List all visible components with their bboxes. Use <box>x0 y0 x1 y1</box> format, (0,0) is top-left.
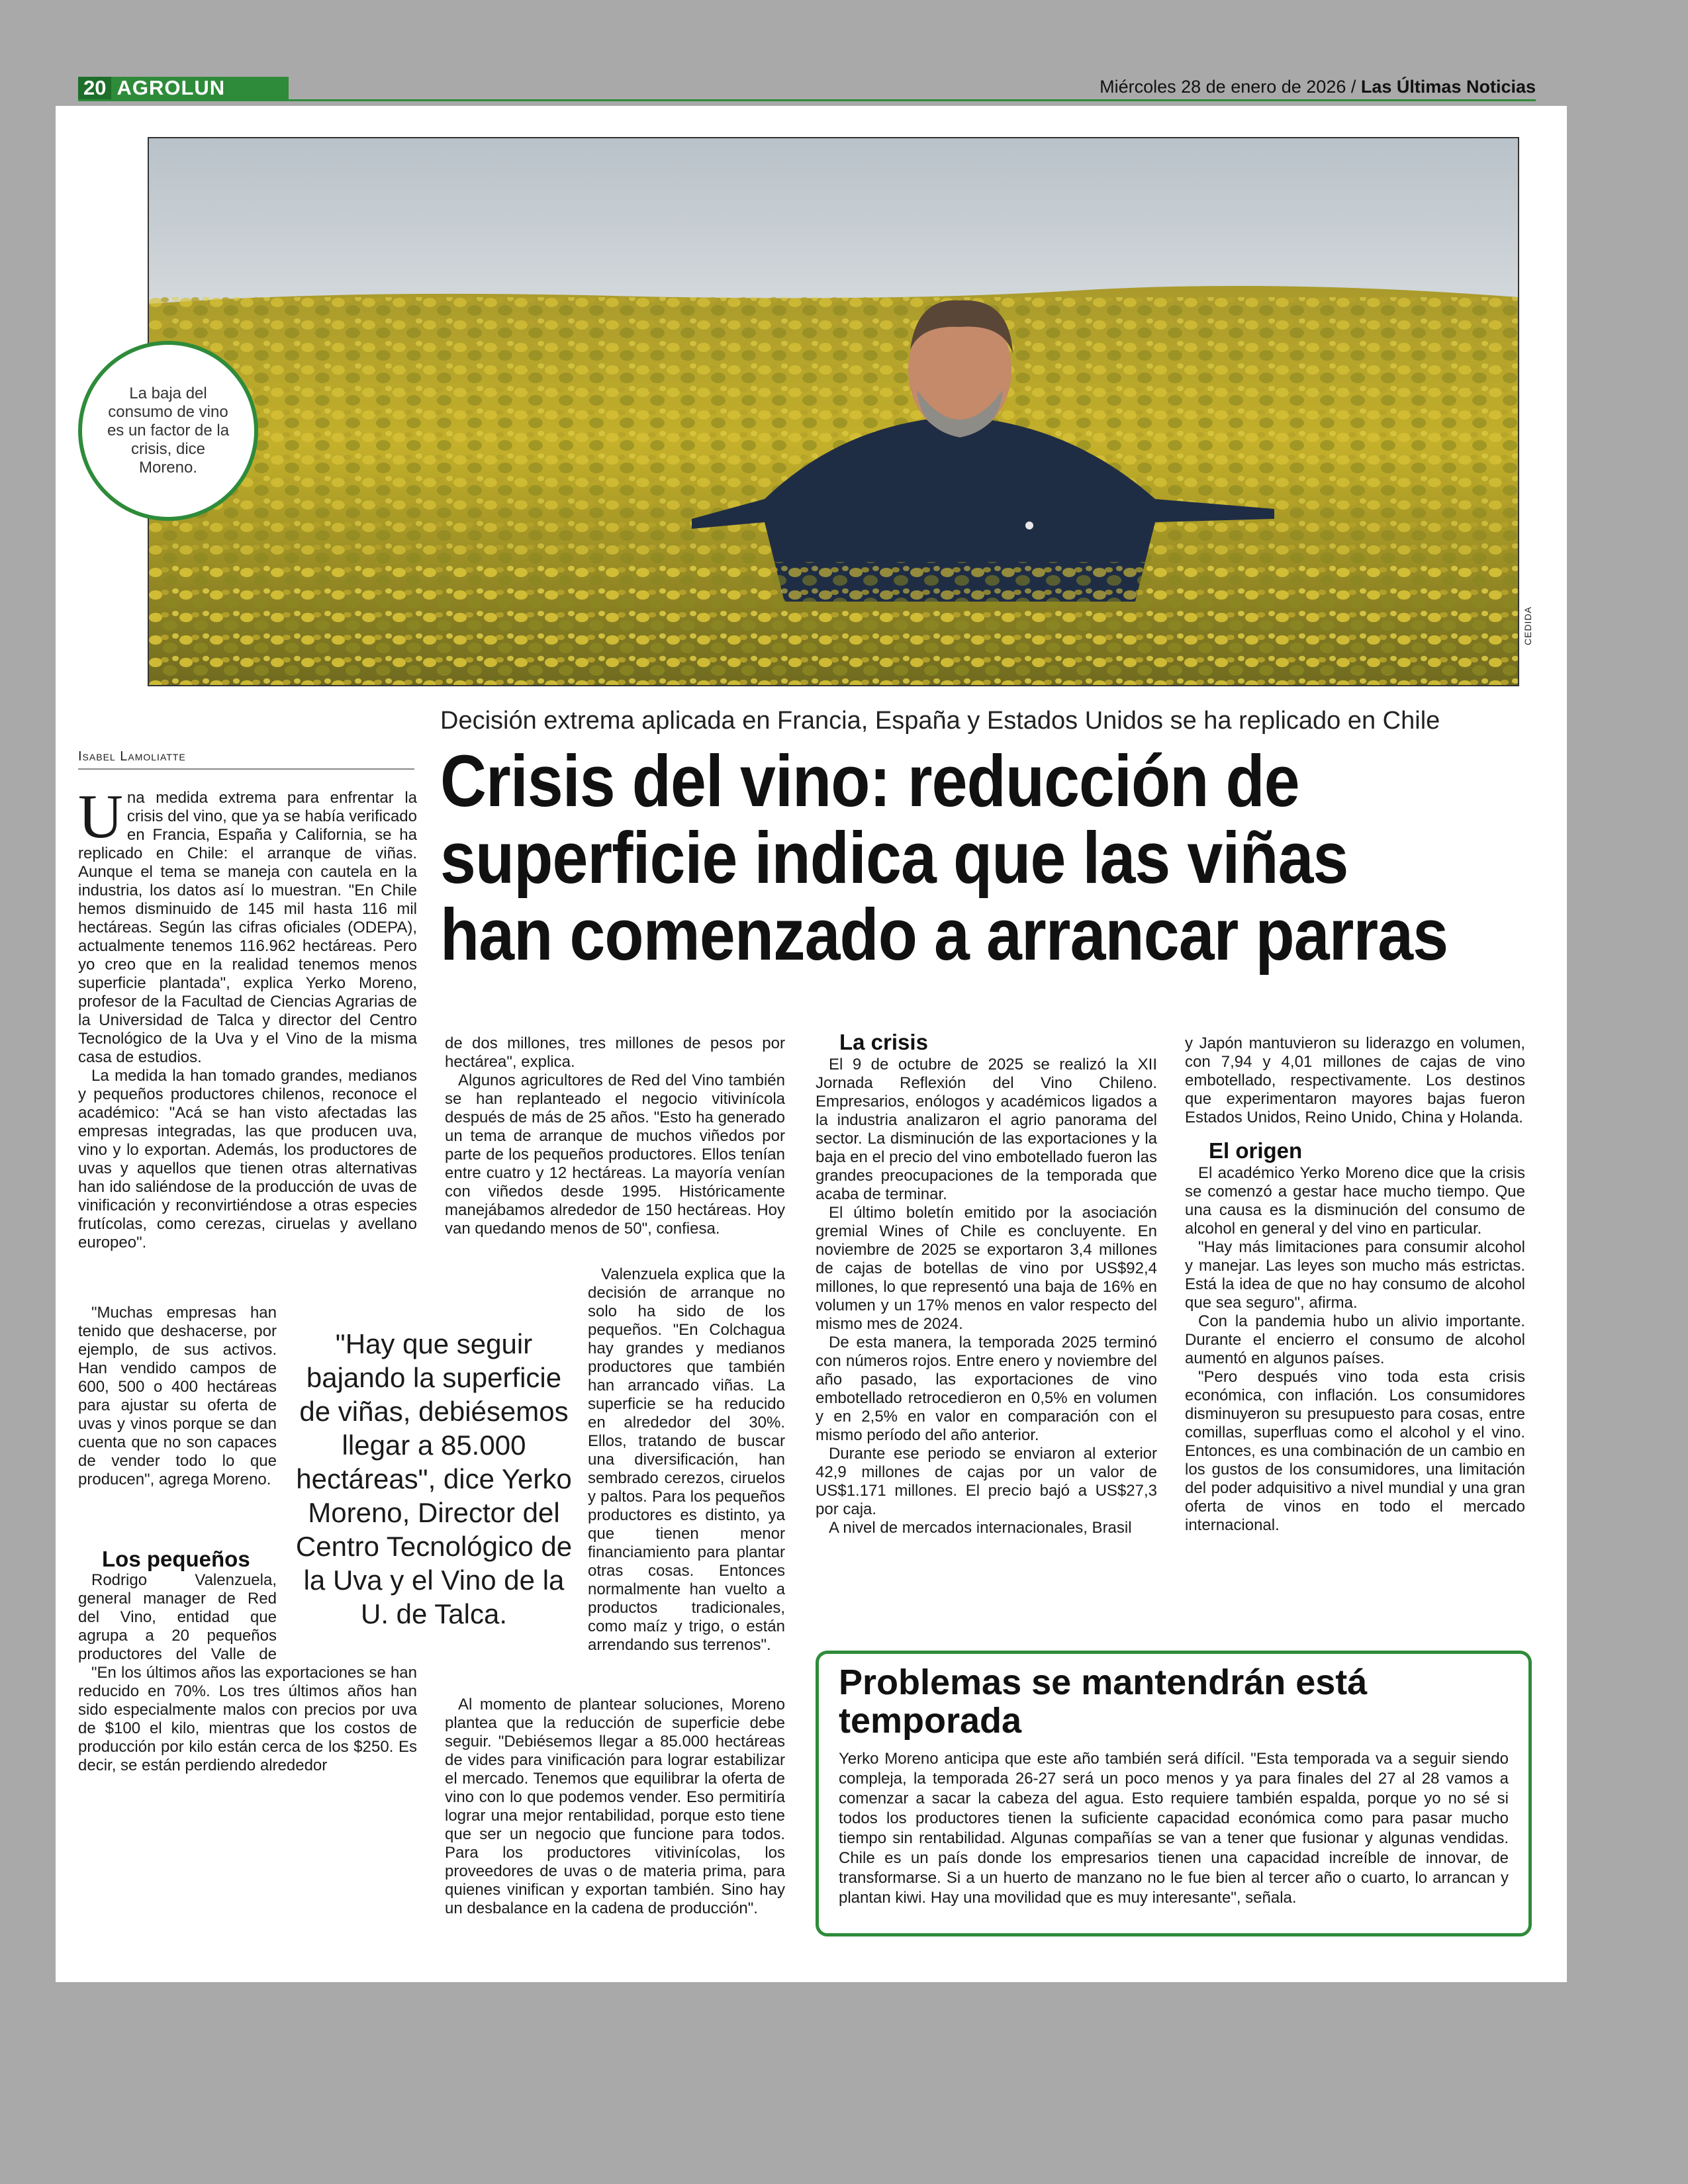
headline-line: Crisis del vino: reducción de <box>440 741 1299 822</box>
subtitle: Decisión extrema aplicada en Francia, España y Estados Unidos se ha replicado en Chile <box>440 707 1440 735</box>
paragraph: La medida la han tomado grandes, medianos y pequeños productores chilenos, reconoce el académico: "Acá se han visto afectadas las empresas integradas, las que producen uva, vino y lo exportan. Además, los productores de uvas y aquellos que tienen otras alternativas han ido saliéndose de la producción de uvas de vinificación y reconvirtiéndose a otras especies frutícolas, como cerezas, ciruelas y avellano europeo". <box>78 1067 417 1251</box>
paragraph: de dos millones, tres millones de pesos por hectárea", explica. <box>445 1034 785 1071</box>
column-2-narrow <box>588 1265 785 1655</box>
sidebar-box <box>816 1651 1532 1936</box>
headline <box>440 741 1448 976</box>
column-1 <box>78 782 417 1252</box>
header-separator: / <box>1350 77 1356 97</box>
sidebar-title: Problemas se mantendrán está temporada <box>839 1662 1368 1741</box>
column-1-bottom <box>78 1664 417 1775</box>
date-line <box>1100 77 1536 97</box>
headline-line: superficie indica que las viñas <box>440 817 1348 899</box>
photo-credit: CEDIDA <box>1523 606 1533 645</box>
drop-cap: U <box>78 782 123 851</box>
lead-text: na medida extrema para enfrentar la crisis del vino, que ya se había verificado en Francia, España y California, se ha replicado en Chile: el arranque de viñas. Aunque el tema se maneja con cautela en la industria, los datos así lo muestran. "En Chile hemos disminuido de 145 mil hasta 116 mil hectáreas. Según las cifras oficiales (ODEPA), actualmente tenemos 116.962 hectáreas. Pero yo creo que en la realidad tenemos menos superficie plantada", explica Yerko Moreno, profesor de la Facultad de Ciencias Agrarias de la Universidad de Talca y director del Centro Tecnológico de la Uva y el Vino de la misma casa de estudios. <box>78 789 417 1066</box>
paragraph: El académico Yerko Moreno dice que la crisis se comenzó a gestar hace mucho tiempo. Que una causa es la disminución del consumo de alcohol en general y del vino en particular. <box>1185 1164 1525 1238</box>
column-1-narrow-2 <box>78 1571 277 1664</box>
page-number: 20 <box>78 77 111 99</box>
paragraph: y Japón mantuvieron su liderazgo en volumen, con 7,94 y 4,01 millones de cajas de vino embotellado, respectivamente. Los destinos que experimentaron mayores bajas fueron Estados Unidos, Reino Unido, China y Holanda. <box>1185 1034 1525 1126</box>
subhead-pequenos: Los pequeños <box>102 1547 250 1571</box>
header-rule <box>78 99 1536 101</box>
headline-line: han comenzado a arrancar parras <box>440 894 1448 976</box>
pull-quote: "Hay que seguir bajando la superficie de viñas, debiésemos llegar a 85.000 hectáreas", dice Yerko Moreno, Director del Centro Tecnológico de la Uva y el Vino de la U. de Talca. <box>295 1328 573 1629</box>
lead-paragraph <box>78 782 417 1067</box>
paragraph: Valenzuela explica que la decisión de arranque no solo ha sido de los pequeños. "En Colchagua hay grandes y medianos productores que también han arrancado viñas. La superficie se ha reducido en alrededor del 30%. Ellos, tratando de buscar una diversificación, han sembrado cerezos, ciruelos y paltos. Para los pequeños productores es distinto, ya que tienen menor financiamiento para plantar otras cosas. Entonces normalmente han vuelto a productos tradicionales, como maíz y trigo, o están arrendando sus terrenos". <box>588 1265 785 1654</box>
paragraph: Con la pandemia hubo un alivio importante. Durante el encierro el consumo de alcohol aumentó en algunos países. <box>1185 1312 1525 1367</box>
paragraph: Al momento de plantear soluciones, Moreno plantea que la reducción de superficie debe seguir. "Debiésemos llegar a 85.000 hectáreas de vides para vinificación para lograr estabilizar el mercado. Tenemos que equilibrar la oferta de vino con lo que podemos vender. Eso permitiría lograr una mejor rentabilidad, porque esto tiene que ser un negocio que funcione para todos. Para los productores vitivinícolas, los proveedores de uvas o de materia prima, para quienes vinifican y exportan también. Sino hay un desbalance en la cadena de producción". <box>445 1696 785 1917</box>
paragraph: "Muchas empresas han tenido que deshacerse, por ejemplo, de sus activos. Han vendido campos de 600, 500 o 400 hectáreas para ajustar su oferta de uvas y vinos porque se dan cuenta que no son capaces de vender todo lo que producen", agrega Moreno. <box>78 1304 277 1488</box>
column-3 <box>816 1029 1157 1537</box>
column-2-bottom <box>445 1696 785 1918</box>
byline: Isabel Lamoliatte <box>78 749 414 770</box>
sidebar-body: Yerko Moreno anticipa que este año también será difícil. "Esta temporada va a seguir siendo compleja, la temporada 26-27 será un poco menos y ya para finales del 27 al 28 vamos a comenzar a sacar la cabeza del agua. Esto requiere también espalda, porque yo no sé si todos los productores tienen la suficiente capacidad económica como para pasar mucho tiempo sin rentabilidad. Algunas compañías se van a tener que fusionar y algunas vendidas. Chile es un país donde los empresarios tienen una capacidad increíble de innovar, de transformarse. Si a un huerto de manzano no le fue bien al tercer año o cuarto, lo arrancan y plantan kiwi. Hay una movilidad que es muy interesante", señala. <box>839 1750 1509 1907</box>
column-2 <box>445 1034 785 1238</box>
paragraph: Durante ese periodo se enviaron al exterior 42,9 millones de cajas por un valor de US$1.171 millones. El precio bajó a US$27,3 por caja. <box>816 1445 1157 1518</box>
paragraph: "Pero después vino toda esta crisis económica, con inflación. Los consumidores disminuyeron su presupuesto para cosas, entre comillas, superfluas como el alcohol y el vino. Entonces, es una combinación de un cambio en los gustos de los consumidores, una limitación del poder adquisitivo a nivel mundial y una gran oferta de vinos en todo el mercado internacional. <box>1185 1368 1525 1534</box>
paragraph: Algunos agricultores de Red del Vino también se han replanteado el negocio vitivinícola después de más de 25 años. "Esto ha generado un tema de arranque de muchos viñedos por parte de los pequeños productores. Ellos tenían entre cuatro y 12 hectáreas. La mayoría venían con viñedos desde 1995. Históricamente manejábamos alrededor de 150 hectáreas. Hoy van quedando menos de 50", confiesa. <box>445 1071 785 1238</box>
photo-caption: La baja del consumo de vino es un factor de la crisis, dice Moreno. <box>107 385 230 477</box>
issue-date: Miércoles 28 de enero de 2026 <box>1100 77 1346 97</box>
paragraph: De esta manera, la temporada 2025 terminó con números rojos. Entre enero y noviembre del año pasado, las exportaciones de vino embotellado retrocedieron en 0,5% en volumen y en 2,5% en valor en comparación con el mismo período del año anterior. <box>816 1334 1157 1444</box>
subhead-origen: El origen <box>1209 1138 1303 1163</box>
photo-caption-bubble <box>78 341 258 521</box>
vineyard-photo-illustration <box>149 138 1518 685</box>
vineyard-photo <box>148 137 1519 686</box>
section-name: AGROLUN <box>117 76 226 99</box>
paragraph: Rodrigo Valenzuela, general manager de Red del Vino, entidad que agrupa a 20 pequeños productores del Valle de <box>78 1571 277 1663</box>
section-header <box>78 77 289 99</box>
newspaper-name: Las Últimas Noticias <box>1360 77 1536 97</box>
paragraph: A nivel de mercados internacionales, Brasil <box>829 1519 1132 1537</box>
paragraph: "En los últimos años las exportaciones se han reducido en 70%. Los tres últimos años han sido especialmente malos con precios por uva de $100 el kilo, mientras que los costos de producción por kilo están cerca de los $250. Es decir, se están perdiendo alrededor <box>78 1664 417 1774</box>
subhead-crisis: La crisis <box>839 1030 928 1054</box>
paragraph: El 9 de octubre de 2025 se realizó la XII Jornada Reflexión del Vino Chileno. Empresarios, enólogos y académicos ligados a la industria analizaron el agrio panorama del sector. La disminución de las exportaciones y la baja en el precio del vino embotellado fueron las grandes preocupaciones de la temporada que acaba de terminar. <box>816 1056 1157 1203</box>
paragraph: "Hay más limitaciones para consumir alcohol y manejar. Las leyes son mucho más estrictas. Está la idea de que no hay consumo de alcohol que sea seguro", afirma. <box>1185 1238 1525 1312</box>
paragraph: El último boletín emitido por la asociación gremial Wines of Chile es concluyente. En noviembre de 2025 se exportaron 3,4 millones de cajas de botellas de vino por US$92,4 millones, lo que representó una baja de 16% en volumen y un 17% menos en valor respecto del mismo mes de 2024. <box>816 1204 1157 1333</box>
column-1-narrow <box>78 1304 277 1489</box>
column-4 <box>1185 1034 1525 1535</box>
